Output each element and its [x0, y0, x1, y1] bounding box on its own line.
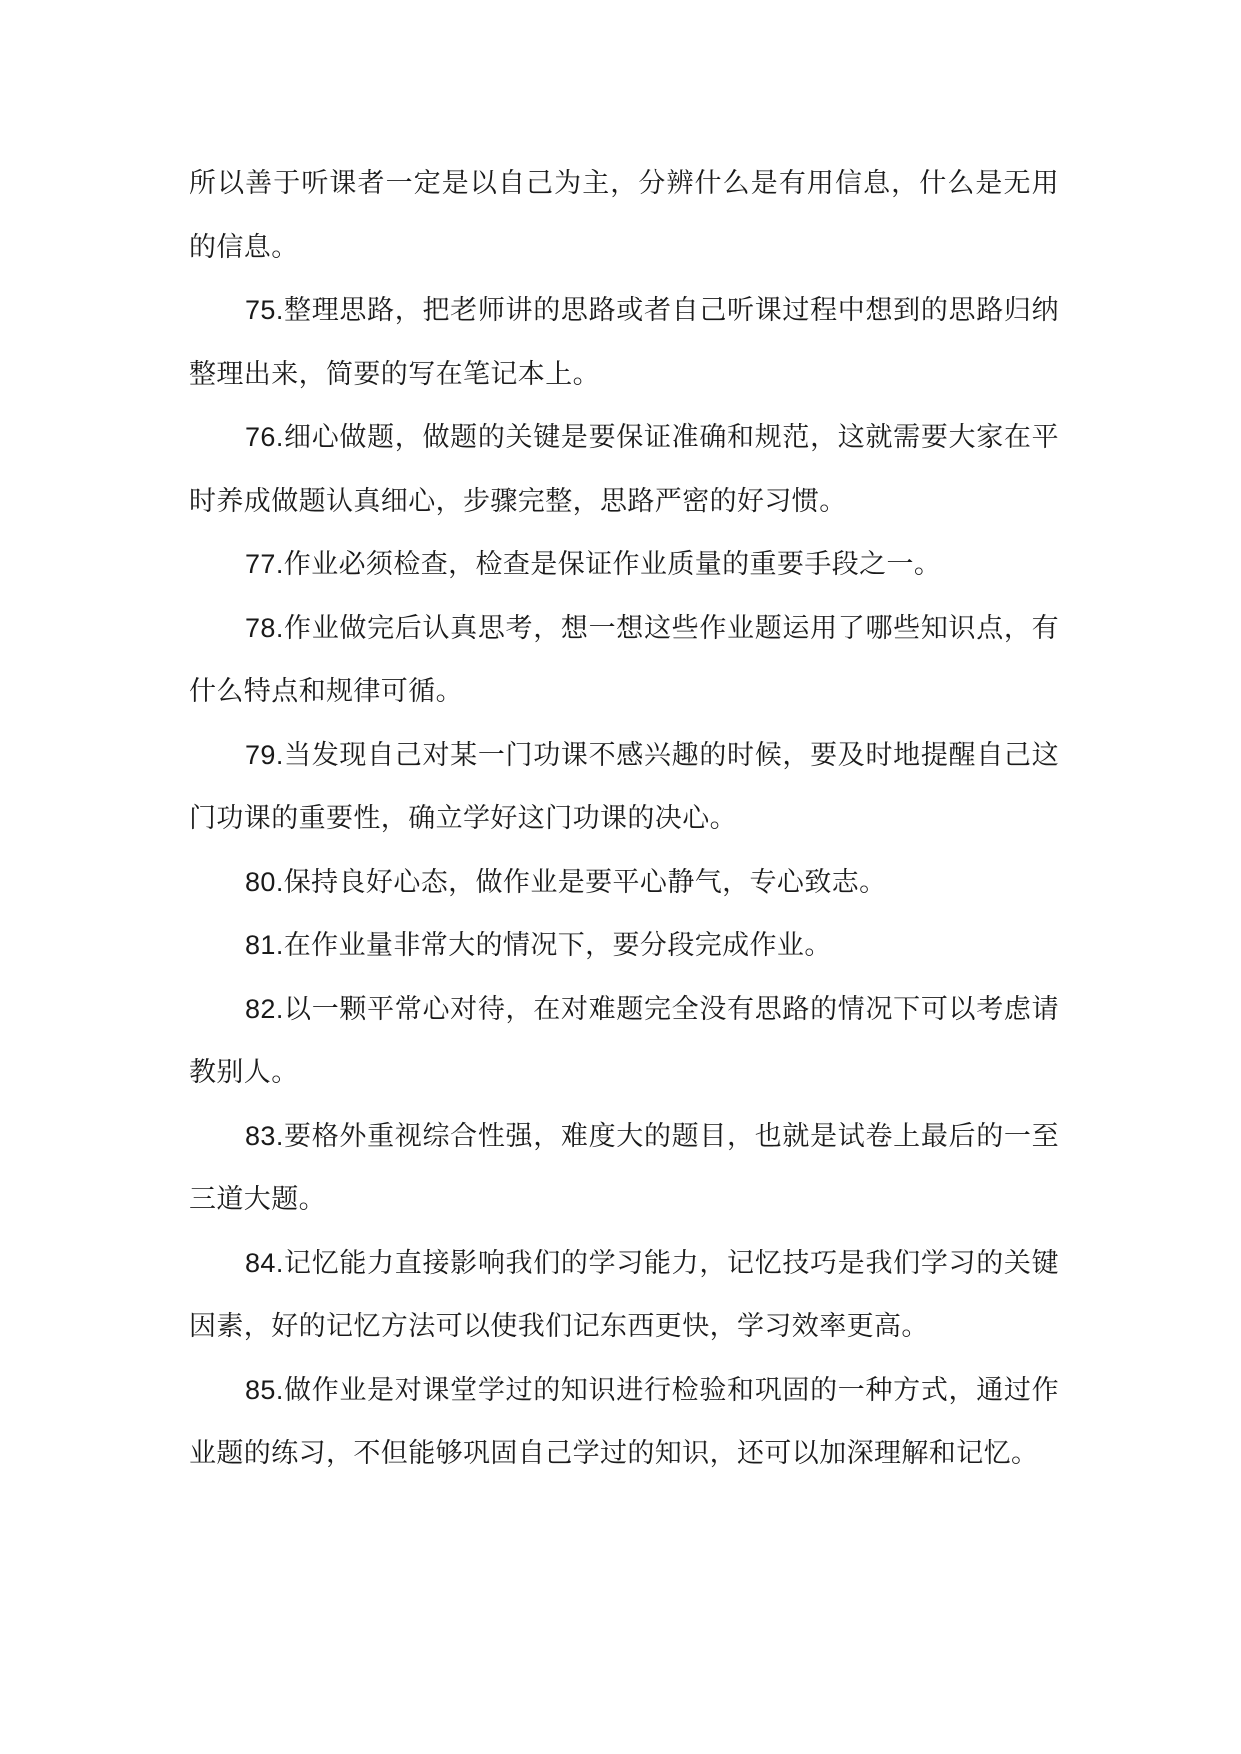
- paragraph-number: 82.: [245, 993, 284, 1024]
- paragraph-number: 85.: [245, 1374, 284, 1405]
- paragraph-text: 以一颗平常心对待，在对难题完全没有思路的情况下可以考虑请教别人。: [189, 993, 1059, 1088]
- paragraph-number: 75.: [245, 295, 284, 325]
- paragraph-78: [189, 597, 1059, 724]
- paragraph-number: 81.: [245, 930, 284, 960]
- paragraph-81: [189, 914, 1059, 978]
- paragraph-continuation: [189, 152, 1059, 279]
- paragraph-77: [189, 533, 1059, 597]
- paragraph-text: 作业必须检查，检查是保证作业质量的重要手段之一。: [283, 549, 942, 580]
- document-body: [189, 152, 1059, 1486]
- paragraph-number: 78.: [245, 612, 284, 643]
- paragraph-80: [189, 851, 1059, 915]
- paragraph-text: 在作业量非常大的情况下，要分段完成作业。: [283, 930, 832, 961]
- paragraph-text: 作业做完后认真思考，想一想这些作业题运用了哪些知识点，有什么特点和规律可循。: [189, 612, 1059, 707]
- paragraph-text: 细心做题，做题的关键是要保证准确和规范，这就需要大家在平时养成做题认真细心，步骤完整，思路严密的好习惯。: [189, 422, 1059, 517]
- paragraph-number: 80.: [245, 866, 284, 897]
- paragraph-number: 83.: [245, 1120, 284, 1151]
- paragraph-text: 当发现自己对某一门功课不感兴趣的时候，要及时地提醒自己这门功课的重要性，确立学好这门功课的决心。: [189, 739, 1059, 834]
- paragraph-text: 所以善于听课者一定是以自己为主，分辨什么是有用信息，什么是无用的信息。: [189, 168, 1059, 263]
- paragraph-number: 79.: [245, 739, 284, 770]
- paragraph-number: 77.: [245, 549, 284, 579]
- paragraph-83: [189, 1105, 1059, 1232]
- paragraph-75: [189, 279, 1059, 406]
- paragraph-82: [189, 978, 1059, 1105]
- paragraph-number: 84.: [245, 1247, 284, 1278]
- paragraph-76: [189, 406, 1059, 533]
- paragraph-text: 记忆能力直接影响我们的学习能力，记忆技巧是我们学习的关键因素，好的记忆方法可以使我们记东西更快，学习效率更高。: [189, 1247, 1059, 1342]
- paragraph-text: 要格外重视综合性强，难度大的题目，也就是试卷上最后的一至三道大题。: [189, 1120, 1059, 1215]
- paragraph-text: 保持良好心态，做作业是要平心静气，专心致志。: [283, 866, 887, 898]
- paragraph-84: [189, 1232, 1059, 1359]
- paragraph-79: [189, 724, 1059, 851]
- paragraph-number: 76.: [245, 422, 284, 452]
- paragraph-text: 做作业是对课堂学过的知识进行检验和巩固的一种方式，通过作业题的练习，不但能够巩固自己学过的知识，还可以加深理解和记忆。: [189, 1374, 1059, 1469]
- paragraph-text: 整理思路，把老师讲的思路或者自己听课过程中想到的思路归纳整理出来，简要的写在笔记本上。: [189, 295, 1059, 390]
- paragraph-85: [189, 1359, 1059, 1486]
